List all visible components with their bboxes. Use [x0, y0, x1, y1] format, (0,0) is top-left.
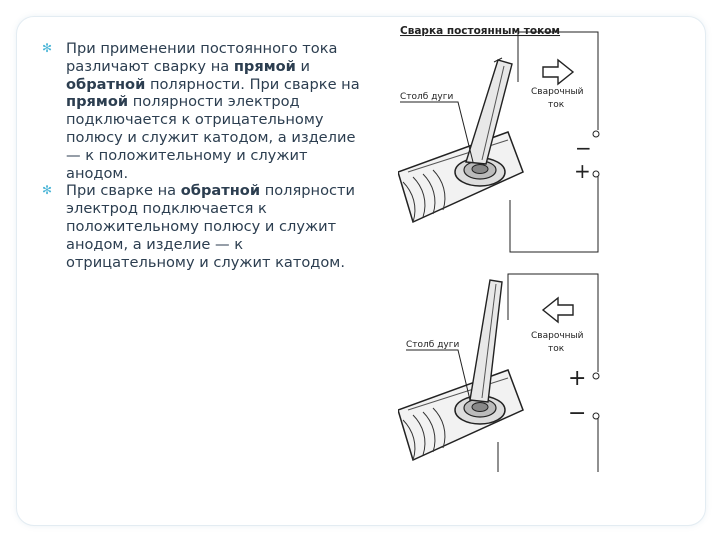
- pole-lower-sign: −: [568, 401, 587, 426]
- text-segment: и: [295, 57, 311, 75]
- diagram-direct-polarity: [398, 32, 599, 252]
- pole-lower-sign: +: [574, 159, 591, 183]
- welding-polarity-figure: [398, 22, 608, 472]
- bold-term-direct: прямой: [66, 93, 129, 111]
- arc-column-label: Столб дуги: [400, 92, 454, 102]
- figure-title: Сварка постоянным током: [400, 25, 561, 37]
- pole-upper-sign: −: [575, 136, 592, 160]
- upper-wire: [508, 274, 598, 372]
- text-segment: полярности.: [145, 75, 245, 93]
- asterisk-bullet-icon: ✻: [42, 41, 53, 55]
- figure-svg: [398, 22, 608, 472]
- welding-current-label-1: Сварочный: [531, 331, 584, 341]
- bullet-text-2: [66, 182, 360, 271]
- asterisk-bullet-icon: ✻: [42, 183, 53, 198]
- text-segment: При сварке на: [66, 182, 181, 200]
- text-segment: При сварке на: [249, 75, 360, 93]
- text-segment: полярности электрод подключается к отрицательному полюсу и служит катодом, а изделие — к положительному и служит анодом.: [66, 93, 356, 182]
- terminal-lower: [593, 413, 599, 419]
- welding-current-label-2: ток: [548, 344, 565, 354]
- lower-wire: [510, 172, 598, 252]
- bold-term-reverse: обратной: [66, 75, 146, 93]
- bullet-item-1: [40, 40, 360, 182]
- terminal-lower: [593, 171, 599, 177]
- diagram-reverse-polarity: [398, 274, 599, 472]
- terminal-upper: [593, 131, 599, 137]
- pole-upper-sign: +: [568, 366, 587, 391]
- bullet-text-1: [66, 40, 360, 182]
- welding-current-label-2: ток: [548, 100, 565, 110]
- current-arrow-right-icon: [543, 60, 573, 84]
- welding-current-label-1: Сварочный: [531, 87, 584, 97]
- bullet-item-2: [40, 182, 360, 271]
- bold-term-direct: прямой: [233, 57, 296, 75]
- text-segment: При применении постоянного тока различают сварку на: [66, 40, 338, 75]
- arc-spot: [472, 165, 488, 174]
- text-segment: полярности электрод подключается к положительному полюсу и служит анодом, а изделие — к отрицательному и служит катодом.: [66, 182, 356, 271]
- terminal-upper: [593, 373, 599, 379]
- text-column: [40, 40, 360, 271]
- arc-spot: [472, 403, 488, 412]
- bold-term-reverse: обратной: [180, 182, 261, 200]
- arc-column-label: Столб дуги: [406, 340, 460, 350]
- current-arrow-left-icon: [543, 298, 573, 322]
